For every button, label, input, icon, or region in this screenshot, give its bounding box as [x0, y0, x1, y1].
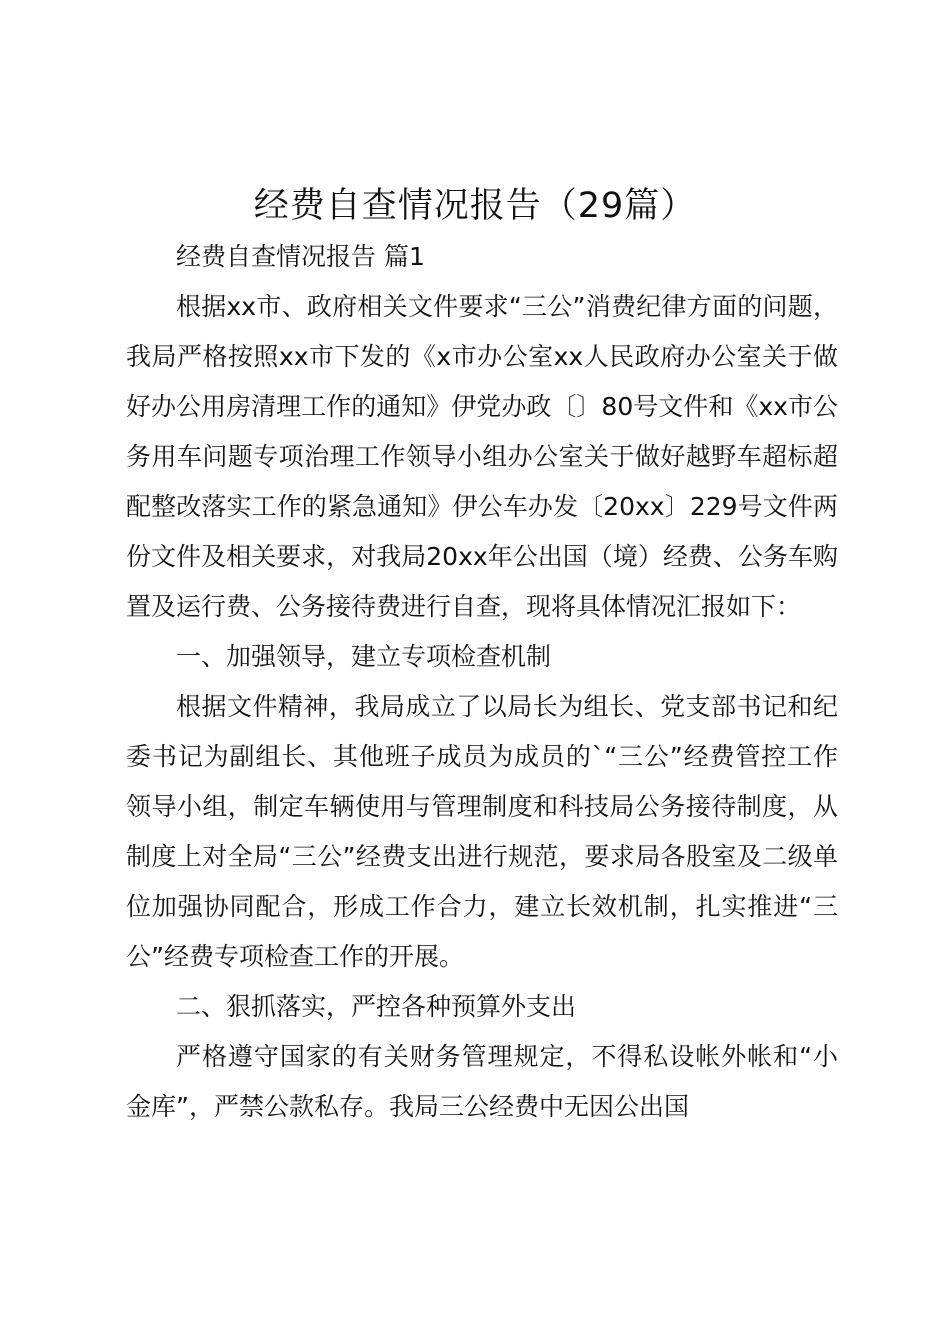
paragraph: 严格遵守国家的有关财务管理规定，不得私设帐外帐和“小金库”，严禁公款私存。我局三公经费中无因公出国: [126, 1042, 838, 1121]
section-heading: 经费自查情况报告 篇1: [176, 242, 425, 271]
sub-heading: 一、加强领导，建立专项检查机制: [176, 642, 552, 671]
sub-heading: 二、狠抓落实，严控各种预算外支出: [176, 992, 577, 1021]
document-title: 经费自查情况报告（29篇）: [253, 186, 697, 226]
document-body: [126, 232, 838, 1132]
paragraph: 根据文件精神，我局成立了以局长为组长、党支部书记和纪委书记为副组长、其他班子成员为成员的`“三公”经费管控工作领导小组，制定车辆使用与管理制度和科技局公务接待制度，从制度上对全局“三公”经费支出进行规范，要求局各股室及二级单位加强协同配合，形成工作合力，建立长效机制，扎实推进“三公”经费专项检查工作的开展。: [126, 692, 838, 971]
paragraph: 根据xx市、政府相关文件要求“三公”消费纪律方面的问题，我局严格按照xx市下发的《x市办公室xx人民政府办公室关于做好办公用房清理工作的通知》伊党办政〔〕80号文件和《xx市公务用车问题专项治理工作领导小组办公室关于做好越野车超标超配整改落实工作的紧急通知》伊公车办发〔20xx〕229号文件两份文件及相关要求，对我局20xx年公出国（境）经费、公务车购置及运行费、公务接待费进行自查，现将具体情况汇报如下：: [126, 292, 838, 621]
